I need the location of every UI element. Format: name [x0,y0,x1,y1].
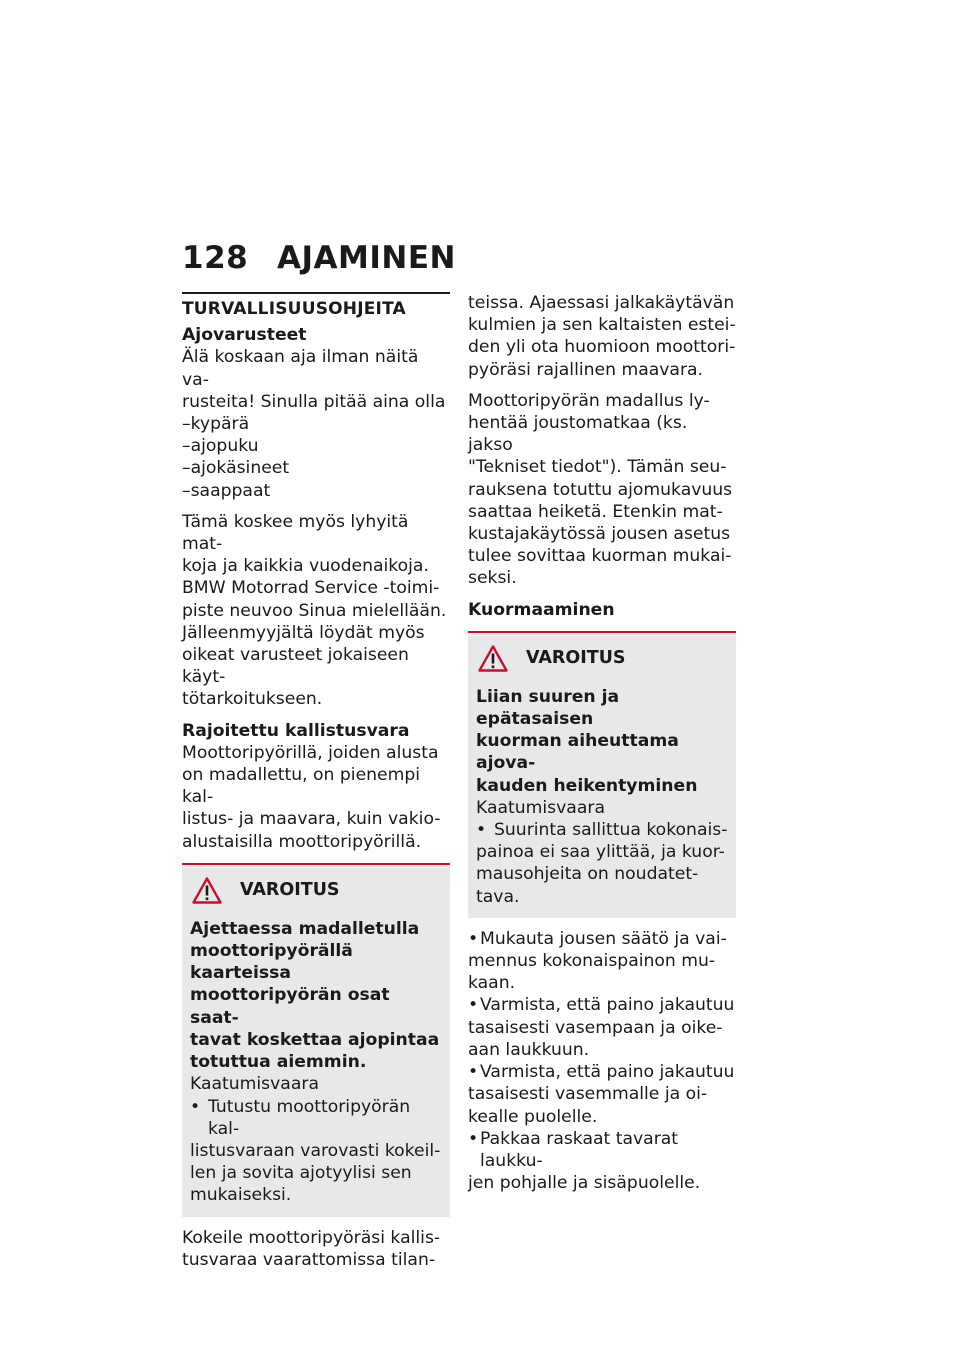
chapter-title: AJAMINEN [277,240,456,276]
page-header [182,240,456,276]
text-line: on madallettu, on pienempi kal- [182,765,421,808]
gear-heading: Ajovarusteet [182,325,307,346]
text-line: Varmista, että paino jakautuu [480,995,735,1016]
lowering-paragraph [468,390,736,590]
text-line: kealle puolelle. [468,1106,598,1127]
text-line: mukaiseksi. [190,1185,292,1206]
warning-triangle-icon [192,877,222,904]
warning-label: VAROITUS [240,880,340,901]
gear-paragraph [182,511,450,711]
text-line: moottoripyörän osat saat- [190,985,390,1028]
gear-item: –ajopuku [182,436,259,457]
warning-header [476,645,728,672]
text-line: Pakkaa raskaat tavarat laukku- [480,1128,679,1171]
gear-item: –ajokäsineet [182,458,290,479]
text-line: rauksena totuttu ajomukavuus [468,479,733,500]
text-line: Moottoripyörillä, joiden alusta [182,742,439,763]
section-title: TURVALLISUUSOHJEITA [182,292,450,320]
text-line: hentää joustomatkaa (ks. jakso [468,413,688,456]
list-dot: • [468,1128,479,1149]
text-line: mennus kokonaispainon mu- [468,951,716,972]
gear-item: –saappaat [182,480,271,501]
warning-title [476,686,728,797]
list-dot: • [468,1062,479,1083]
text-line: piste neuvoo Sinua mielellään. [182,600,447,621]
bullet-mark: • [476,820,487,841]
text-line: pyöräsi rajallinen maavara. [468,359,704,380]
warning-bullet [190,1096,442,1207]
text-line: painoa ei saa ylittää, ja kuor- [476,842,725,863]
text-line: alustaisilla moottoripyörillä. [182,831,422,852]
continued-paragraph [468,292,736,381]
right-column [468,292,736,1194]
text-line: kaan. [468,973,516,994]
left-column [182,292,450,1271]
list-item [468,994,736,1061]
warning-box [468,631,736,918]
text-line: Suurinta sallittua kokonais- [494,820,728,841]
gear-intro-line: rusteita! Sinulla pitää aina olla [182,391,446,412]
list-item [468,928,736,995]
warning-bullet [476,819,728,908]
text-line: kuorman aiheuttama ajova- [476,731,679,774]
text-line: aan laukkuun. [468,1039,590,1060]
text-line: oikeat varusteet jokaiseen käyt- [182,645,409,688]
text-line: Moottoripyörän madallus ly- [468,390,710,411]
gear-item: –kypärä [182,414,250,435]
text-line: "Tekniset tiedot"). Tämän seu- [468,457,727,478]
text-line: Kokeile moottoripyöräsi kallis- [182,1227,441,1248]
warning-label: VAROITUS [526,648,626,669]
warning-header [190,877,442,904]
text-line: moottoripyörällä kaarteissa [190,941,353,984]
text-line: kulmien ja sen kaltaisten estei- [468,315,736,336]
text-line: Liian suuren ja epätasaisen [476,686,620,730]
text-line: tusvaraa vaarattomissa tilan- [182,1249,436,1270]
warning-triangle-icon [478,645,508,672]
text-line: jen pohjalle ja sisäpuolelle. [468,1173,701,1194]
text-line: kustajakäytössä jousen asetus [468,524,731,545]
text-line: tötarkoitukseen. [182,689,323,710]
text-line: listusvaraan varovasti kokeil- [190,1140,441,1161]
text-line: mausohjeita on noudatet- [476,864,699,885]
text-line: seksi. [468,568,517,589]
text-line: Varmista, että paino jakautuu [480,1062,735,1083]
gear-intro-line: Älä koskaan aja ilman näitä va- [182,347,419,390]
text-line: Tutustu moottoripyörän kal- [208,1096,411,1139]
text-line: teissa. Ajaessasi jalkakäytävän [468,293,735,313]
loading-heading: Kuormaaminen [468,599,615,620]
warning-title [190,918,442,1073]
page-number: 128 [182,240,249,276]
text-line: totuttua aiemmin. [190,1052,367,1073]
text-line: Tämä koskee myös lyhyitä mat- [182,511,409,555]
list-item [468,1128,736,1195]
warning-box [182,863,450,1217]
closing-paragraph [182,1227,450,1271]
text-line: Jälleenmyyjältä löydät myös [182,622,425,643]
list-item [468,1061,736,1128]
text-line: den yli ota huomioon moottori- [468,337,736,358]
text-line: BMW Motorrad Service -toimi- [182,578,440,599]
lean-heading: Rajoitettu kallistusvara [182,720,410,741]
text-line: koja ja kaikkia vuodenaikoja. [182,556,429,577]
text-line: saattaa heiketä. Etenkin mat- [468,501,723,522]
text-line: tasaisesti vasempaan ja oike- [468,1017,723,1038]
list-dot: • [468,995,479,1016]
lean-paragraph [182,742,450,853]
text-line: tava. [476,886,520,907]
warning-risk: Kaatumisvaara [476,797,605,818]
bullet-mark: • [190,1096,201,1117]
text-line: tasaisesti vasemmalle ja oi- [468,1084,708,1105]
list-dot: • [468,928,479,949]
text-line: kauden heikentyminen [476,775,698,796]
text-line: tulee sovittaa kuorman mukai- [468,546,732,567]
text-line: tavat koskettaa ajopintaa [190,1029,440,1050]
warning-risk: Kaatumisvaara [190,1074,319,1095]
text-line: Ajettaessa madalletulla [190,918,420,939]
text-line: len ja sovita ajotyylisi sen [190,1163,412,1184]
text-line: listus- ja maavara, kuin vakio- [182,809,441,830]
text-line: Mukauta jousen säätö ja vai- [480,928,727,949]
